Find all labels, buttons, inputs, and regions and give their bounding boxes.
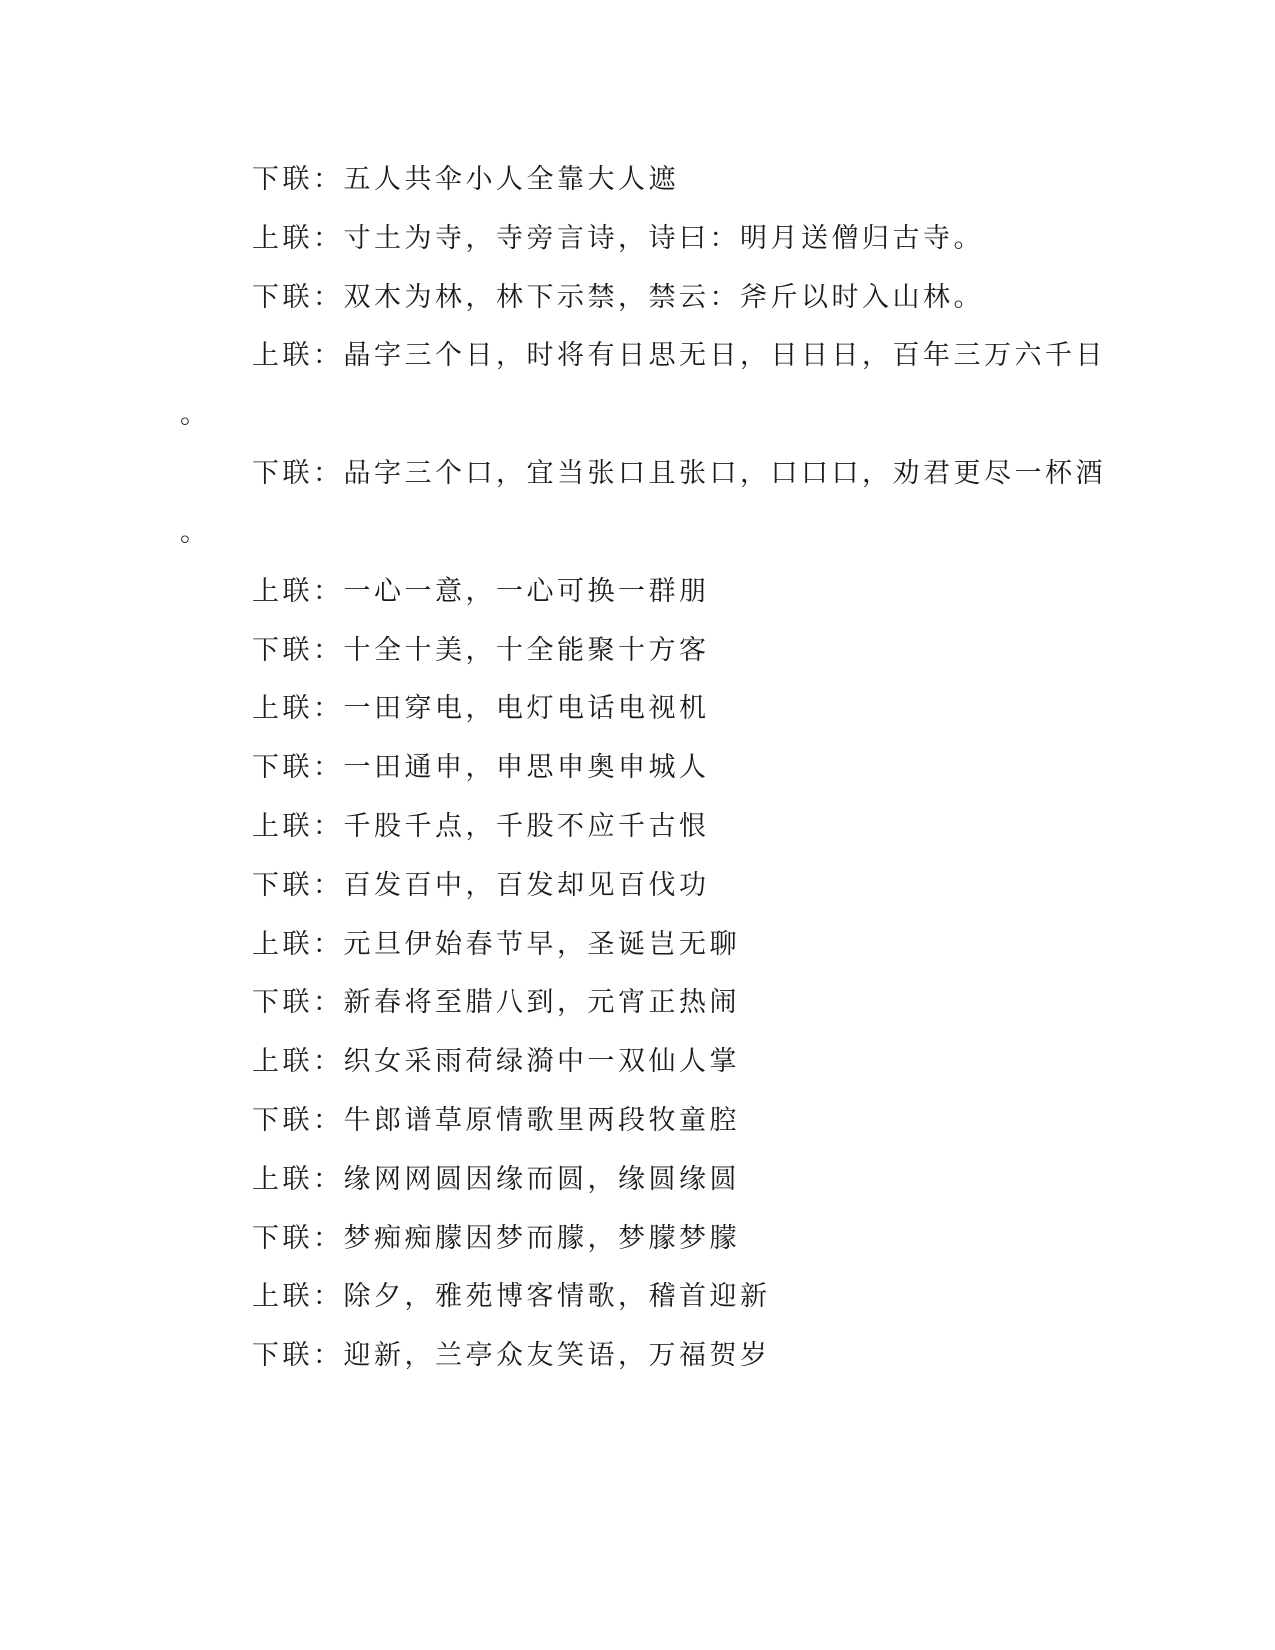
- couplet-line-8: 上联：一田穿电，电灯电话电视机: [252, 693, 710, 724]
- couplet-line-10: 上联：千股千点，千股不应千古恨: [252, 811, 710, 842]
- couplet-line-9: 下联：一田通申，申思申奥申城人: [252, 752, 710, 783]
- couplet-line-4-continuation: 。: [180, 399, 211, 430]
- couplet-line-3: 下联：双木为林，林下示禁，禁云：斧斤以时入山林。: [252, 282, 984, 313]
- couplet-line-12: 上联：元旦伊始春节早，圣诞岂无聊: [252, 929, 740, 960]
- couplet-line-6: 上联：一心一意，一心可换一群朋: [252, 576, 710, 607]
- couplet-line-5-continuation: 。: [180, 517, 211, 548]
- couplet-line-7: 下联：十全十美，十全能聚十方客: [252, 635, 710, 666]
- couplet-line-5: 下联：品字三个口，宜当张口且张口，口口口，劝君更尽一杯酒: [252, 458, 1106, 489]
- couplet-line-15: 下联：牛郎谱草原情歌里两段牧童腔: [252, 1105, 740, 1136]
- couplet-line-16: 上联：缘网网圆因缘而圆，缘圆缘圆: [252, 1164, 740, 1195]
- couplet-line-19: 下联：迎新，兰亭众友笑语，万福贺岁: [252, 1340, 771, 1371]
- couplet-line-18: 上联：除夕，雅苑博客情歌，稽首迎新: [252, 1281, 771, 1312]
- couplet-line-2: 上联：寸土为寺，寺旁言诗，诗曰：明月送僧归古寺。: [252, 223, 984, 254]
- couplet-line-17: 下联：梦痴痴朦因梦而朦，梦朦梦朦: [252, 1223, 740, 1254]
- couplet-line-1: 下联：五人共伞小人全靠大人遮: [252, 164, 679, 195]
- couplet-line-13: 下联：新春将至腊八到，元宵正热闹: [252, 987, 740, 1018]
- couplet-line-14: 上联：织女采雨荷绿漪中一双仙人掌: [252, 1046, 740, 1077]
- couplet-line-4: 上联：晶字三个日，时将有日思无日，日日日，百年三万六千日: [252, 340, 1106, 371]
- couplet-line-11: 下联：百发百中，百发却见百伐功: [252, 870, 710, 901]
